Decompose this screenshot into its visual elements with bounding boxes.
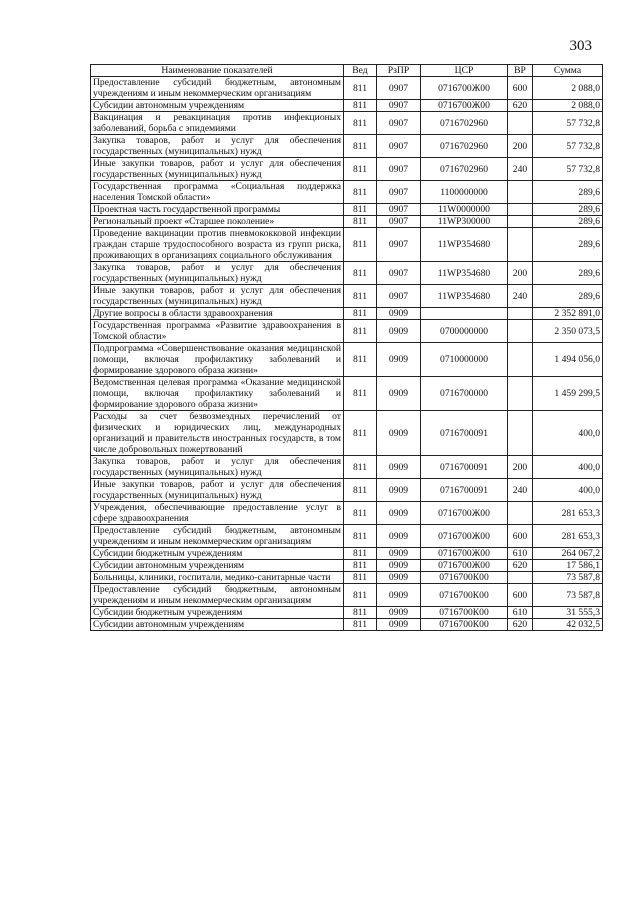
cell-ved: 811: [344, 216, 377, 228]
cell-name: Закупка товаров, работ и услуг для обеспечения государственных (муниципальных) нужд: [91, 262, 344, 285]
cell-csr: 0716700091: [421, 411, 508, 456]
cell-csr: 0716700Ж00: [421, 100, 508, 112]
cell-csr: 0716700К00: [421, 619, 508, 631]
table-row: [91, 343, 603, 377]
cell-ved: 811: [344, 285, 377, 308]
cell-csr: 0716700Ж00: [421, 502, 508, 525]
cell-name: Субсидии автономным учреждениям: [91, 560, 344, 572]
table-row: [91, 181, 603, 204]
cell-csr: 0716700000: [421, 377, 508, 411]
table-row: [91, 77, 603, 100]
cell-vr: [508, 228, 533, 262]
cell-vr: 610: [508, 548, 533, 560]
cell-name: Субсидии автономным учреждениям: [91, 100, 344, 112]
cell-rzpr: 0907: [377, 285, 421, 308]
cell-sum: 2 088,0: [533, 77, 603, 100]
cell-vr: 620: [508, 619, 533, 631]
cell-vr: [508, 181, 533, 204]
cell-rzpr: 0907: [377, 135, 421, 158]
cell-ved: 811: [344, 320, 377, 343]
cell-ved: 811: [344, 411, 377, 456]
table-row: [91, 204, 603, 216]
cell-ved: 811: [344, 560, 377, 572]
cell-vr: 620: [508, 560, 533, 572]
cell-sum: 17 586,1: [533, 560, 603, 572]
cell-ved: 811: [344, 77, 377, 100]
cell-ved: 811: [344, 112, 377, 135]
cell-vr: [508, 216, 533, 228]
cell-rzpr: 0907: [377, 204, 421, 216]
table-row: [91, 619, 603, 631]
cell-ved: 811: [344, 100, 377, 112]
cell-name: Региональный проект «Старшее поколение»: [91, 216, 344, 228]
cell-rzpr: 0909: [377, 411, 421, 456]
cell-vr: 620: [508, 100, 533, 112]
table-row: [91, 502, 603, 525]
cell-sum: 400,0: [533, 479, 603, 502]
cell-name: Предоставление субсидий бюджетным, автономным учреждениям и иным некоммерческим организациям: [91, 584, 344, 607]
cell-csr: 0716702960: [421, 158, 508, 181]
cell-rzpr: 0907: [377, 181, 421, 204]
cell-ved: 811: [344, 607, 377, 619]
cell-name: Больницы, клиники, госпитали, медико-санитарные части: [91, 572, 344, 584]
page-number: 303: [569, 38, 592, 54]
table-row: [91, 100, 603, 112]
cell-vr: [508, 320, 533, 343]
cell-vr: [508, 343, 533, 377]
cell-csr: 11W0000000: [421, 204, 508, 216]
cell-csr: 11WP354680: [421, 285, 508, 308]
cell-ved: 811: [344, 619, 377, 631]
cell-vr: 610: [508, 607, 533, 619]
cell-csr: 0716702960: [421, 135, 508, 158]
cell-vr: [508, 204, 533, 216]
cell-ved: 811: [344, 377, 377, 411]
cell-ved: 811: [344, 262, 377, 285]
cell-rzpr: 0909: [377, 525, 421, 548]
cell-sum: 2 350 073,5: [533, 320, 603, 343]
table-header-row: [91, 65, 603, 77]
cell-name: Закупка товаров, работ и услуг для обеспечения государственных (муниципальных) нужд: [91, 456, 344, 479]
cell-sum: 2 352 891,0: [533, 308, 603, 320]
cell-sum: 281 653,3: [533, 525, 603, 548]
cell-name: Субсидии бюджетным учреждениям: [91, 548, 344, 560]
cell-csr: 0716700Ж00: [421, 77, 508, 100]
cell-rzpr: 0909: [377, 560, 421, 572]
table-row: [91, 377, 603, 411]
cell-csr: 0716700К00: [421, 584, 508, 607]
cell-vr: [508, 377, 533, 411]
cell-csr: 0716700Ж00: [421, 560, 508, 572]
table-row: [91, 479, 603, 502]
cell-name: Государственная программа «Развитие здравоохранения в Томской области»: [91, 320, 344, 343]
header-ved: Вед: [344, 65, 377, 77]
cell-csr: 11WP354680: [421, 228, 508, 262]
cell-sum: 289,6: [533, 204, 603, 216]
cell-csr: 0716700Ж00: [421, 548, 508, 560]
cell-name: Другие вопросы в области здравоохранения: [91, 308, 344, 320]
cell-sum: 400,0: [533, 456, 603, 479]
cell-sum: 400,0: [533, 411, 603, 456]
cell-csr: [421, 308, 508, 320]
cell-name: Предоставление субсидий бюджетным, автономным учреждениям и иным некоммерческим организациям: [91, 525, 344, 548]
cell-rzpr: 0907: [377, 262, 421, 285]
cell-csr: 0700000000: [421, 320, 508, 343]
cell-sum: 1 459 299,5: [533, 377, 603, 411]
cell-sum: 289,6: [533, 285, 603, 308]
cell-rzpr: 0909: [377, 479, 421, 502]
cell-sum: 264 067,2: [533, 548, 603, 560]
header-name: Наименование показателей: [91, 65, 344, 77]
cell-sum: 42 032,5: [533, 619, 603, 631]
budget-table: [90, 64, 603, 631]
cell-sum: 289,6: [533, 228, 603, 262]
cell-sum: 2 088,0: [533, 100, 603, 112]
table-row: [91, 411, 603, 456]
cell-rzpr: 0907: [377, 77, 421, 100]
cell-vr: 600: [508, 77, 533, 100]
cell-sum: 57 732,8: [533, 112, 603, 135]
cell-ved: 811: [344, 158, 377, 181]
cell-sum: 57 732,8: [533, 158, 603, 181]
cell-rzpr: 0909: [377, 572, 421, 584]
cell-name: Расходы за счет безвозмездных перечислений от физических и юридических лиц, международных организаций и правительств иностранных государств, в том числе добровольных пожертвований: [91, 411, 344, 456]
header-rzpr: РзПР: [377, 65, 421, 77]
header-csr: ЦСР: [421, 65, 508, 77]
cell-ved: 811: [344, 343, 377, 377]
cell-rzpr: 0909: [377, 607, 421, 619]
cell-csr: 1100000000: [421, 181, 508, 204]
table-row: [91, 112, 603, 135]
cell-csr: 0716700Ж00: [421, 525, 508, 548]
cell-name: Ведомственная целевая программа «Оказание медицинской помощи, включая профилактику заболеваний и формирование здорового образа жизни»: [91, 377, 344, 411]
cell-sum: 289,6: [533, 262, 603, 285]
cell-rzpr: 0907: [377, 158, 421, 181]
cell-vr: [508, 572, 533, 584]
cell-name: Подпрограмма «Совершенствование оказания медицинской помощи, включая профилактику заболеваний и формирование здорового образа жизни»: [91, 343, 344, 377]
cell-name: Иные закупки товаров, работ и услуг для обеспечения государственных (муниципальных) нужд: [91, 285, 344, 308]
table-row: [91, 525, 603, 548]
cell-name: Субсидии бюджетным учреждениям: [91, 607, 344, 619]
table-row: [91, 456, 603, 479]
cell-csr: 0716700К00: [421, 607, 508, 619]
cell-vr: 600: [508, 525, 533, 548]
table-row: [91, 572, 603, 584]
cell-rzpr: 0907: [377, 112, 421, 135]
cell-sum: 281 653,3: [533, 502, 603, 525]
cell-vr: 200: [508, 456, 533, 479]
table-row: [91, 308, 603, 320]
cell-sum: 289,6: [533, 181, 603, 204]
cell-rzpr: 0909: [377, 584, 421, 607]
cell-csr: 11WP300000: [421, 216, 508, 228]
header-vr: ВР: [508, 65, 533, 77]
table-row: [91, 584, 603, 607]
cell-csr: 11WP354680: [421, 262, 508, 285]
cell-vr: [508, 502, 533, 525]
cell-name: Проведение вакцинации против пневмококковой инфекции граждан старше трудоспособного возраста из групп риска, проживающих в организациях социального обслуживания: [91, 228, 344, 262]
cell-ved: 811: [344, 135, 377, 158]
cell-vr: [508, 308, 533, 320]
table-row: [91, 560, 603, 572]
cell-name: Государственная программа «Социальная поддержка населения Томской области»: [91, 181, 344, 204]
cell-vr: 240: [508, 479, 533, 502]
cell-sum: 73 587,8: [533, 584, 603, 607]
cell-csr: 0716700091: [421, 456, 508, 479]
cell-ved: 811: [344, 479, 377, 502]
cell-vr: 200: [508, 135, 533, 158]
cell-rzpr: 0909: [377, 320, 421, 343]
cell-vr: 600: [508, 584, 533, 607]
cell-csr: 0716700К00: [421, 572, 508, 584]
table-row: [91, 228, 603, 262]
cell-ved: 811: [344, 456, 377, 479]
cell-ved: 811: [344, 525, 377, 548]
table-row: [91, 216, 603, 228]
cell-ved: 811: [344, 502, 377, 525]
cell-csr: 0716702960: [421, 112, 508, 135]
table-row: [91, 285, 603, 308]
table-row: [91, 262, 603, 285]
cell-rzpr: 0909: [377, 343, 421, 377]
cell-sum: 1 494 056,0: [533, 343, 603, 377]
cell-ved: 811: [344, 228, 377, 262]
cell-ved: 811: [344, 548, 377, 560]
cell-name: Вакцинация и ревакцинация против инфекционых заболеваний, борьба с эпидемиями: [91, 112, 344, 135]
cell-rzpr: 0909: [377, 308, 421, 320]
cell-name: Предоставление субсидий бюджетным, автономным учреждениям и иным некоммерческим организациям: [91, 77, 344, 100]
cell-rzpr: 0909: [377, 377, 421, 411]
table-row: [91, 548, 603, 560]
cell-name: Иные закупки товаров, работ и услуг для обеспечения государственных (муниципальных) нужд: [91, 158, 344, 181]
cell-name: Субсидии автономным учреждениям: [91, 619, 344, 631]
cell-sum: 57 732,8: [533, 135, 603, 158]
header-sum: Сумма: [533, 65, 603, 77]
cell-rzpr: 0907: [377, 100, 421, 112]
table-row: [91, 320, 603, 343]
cell-sum: 289,6: [533, 216, 603, 228]
cell-csr: 0716700091: [421, 479, 508, 502]
cell-vr: 240: [508, 285, 533, 308]
cell-name: Иные закупки товаров, работ и услуг для обеспечения государственных (муниципальных) нужд: [91, 479, 344, 502]
cell-vr: 240: [508, 158, 533, 181]
cell-ved: 811: [344, 181, 377, 204]
cell-ved: 811: [344, 584, 377, 607]
cell-ved: 811: [344, 204, 377, 216]
table-row: [91, 607, 603, 619]
cell-ved: 811: [344, 308, 377, 320]
cell-rzpr: 0907: [377, 216, 421, 228]
cell-vr: [508, 411, 533, 456]
cell-ved: 811: [344, 572, 377, 584]
cell-csr: 0710000000: [421, 343, 508, 377]
cell-name: Проектная часть государственной программы: [91, 204, 344, 216]
cell-rzpr: 0909: [377, 456, 421, 479]
table-row: [91, 158, 603, 181]
table-row: [91, 135, 603, 158]
cell-rzpr: 0909: [377, 619, 421, 631]
cell-name: Учреждения, обеспечивающие предоставление услуг в сфере здравоохранения: [91, 502, 344, 525]
cell-rzpr: 0909: [377, 502, 421, 525]
cell-rzpr: 0907: [377, 228, 421, 262]
cell-sum: 73 587,8: [533, 572, 603, 584]
cell-rzpr: 0909: [377, 548, 421, 560]
cell-vr: 200: [508, 262, 533, 285]
cell-vr: [508, 112, 533, 135]
cell-name: Закупка товаров, работ и услуг для обеспечения государственных (муниципальных) нужд: [91, 135, 344, 158]
cell-sum: 31 555,3: [533, 607, 603, 619]
